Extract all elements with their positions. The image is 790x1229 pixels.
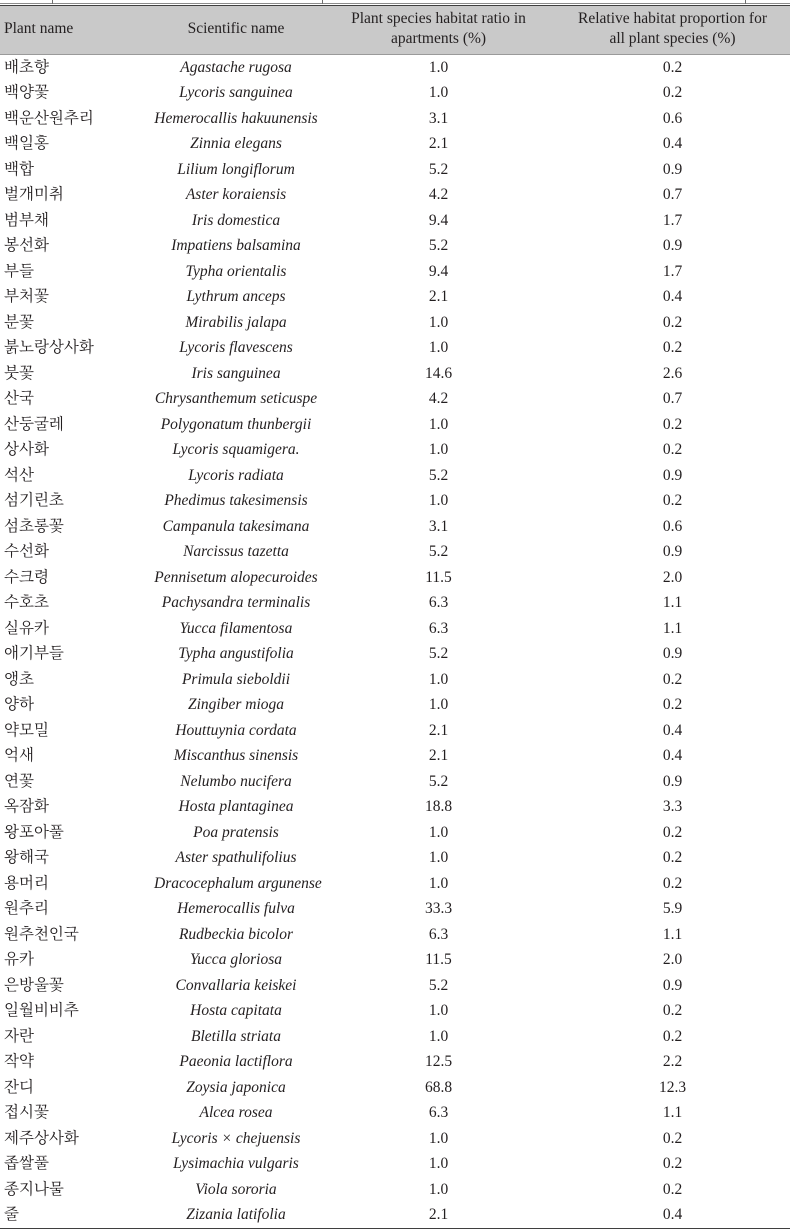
habitat-ratio-cell: 9.4 <box>428 262 449 280</box>
table-row <box>0 80 790 106</box>
table-row <box>0 565 790 591</box>
relative-proportion-cell: 0.2 <box>662 696 683 714</box>
relative-proportion-cell: 0.2 <box>662 313 683 331</box>
table-row <box>0 514 790 540</box>
scientific-name-cell: Hosta plantaginea <box>178 798 294 816</box>
relative-proportion-cell: 0.2 <box>662 1155 683 1173</box>
scientific-name-cell: Zizania latifolia <box>150 1202 322 1228</box>
habitat-ratio-cell: 1.0 <box>428 339 449 357</box>
column-header-scientific-name <box>150 6 322 55</box>
relative-proportion-cell: 0.4 <box>662 135 683 153</box>
relative-proportion-cell: 0.6 <box>662 109 683 127</box>
relative-proportion-cell: 2.6 <box>662 364 683 382</box>
relative-proportion-cell: 0.9 <box>662 543 683 561</box>
plant-name-cell: 접시꽃 <box>4 1104 49 1122</box>
table-row <box>0 1075 790 1101</box>
plant-name-cell: 산국 <box>4 390 34 408</box>
table-row <box>0 947 790 973</box>
plant-name-cell: 백양꽃 <box>4 84 49 102</box>
plant-name-cell: 왕해국 <box>4 849 49 867</box>
plant-name-cell: 섬초롱꽃 <box>4 517 64 535</box>
relative-proportion-cell: 12.3 <box>658 1078 687 1096</box>
habitat-ratio-cell: 1.0 <box>428 1002 449 1020</box>
habitat-ratio-cell: 4.2 <box>428 186 449 204</box>
table-row <box>0 1024 790 1050</box>
habitat-ratio-cell: 6.3 <box>428 925 449 943</box>
plant-name-cell: 백일홍 <box>4 135 49 153</box>
table-row <box>0 182 790 208</box>
table-row <box>0 667 790 693</box>
relative-proportion-cell: 1.1 <box>662 925 683 943</box>
relative-proportion-cell: 3.3 <box>662 798 683 816</box>
relative-proportion-cell: 0.2 <box>662 1129 683 1147</box>
scientific-name-cell: Lycoris squamigera. <box>172 441 300 459</box>
plant-name-cell: 백운산원추리 <box>4 109 94 127</box>
relative-proportion-cell: 1.1 <box>662 619 683 637</box>
scientific-name-cell: Nelumbo nucifera <box>180 772 292 790</box>
relative-proportion-cell: 0.2 <box>662 492 683 510</box>
plant-name-cell: 벌개미취 <box>4 186 64 204</box>
habitat-ratio-cell: 5.2 <box>428 160 449 178</box>
relative-proportion-cell: 0.4 <box>555 1202 790 1228</box>
habitat-ratio-cell: 5.2 <box>428 237 449 255</box>
table-row <box>0 973 790 999</box>
table-row <box>0 233 790 259</box>
scientific-name-cell: Zingiber mioga <box>187 696 285 714</box>
scientific-name-cell: Iris sanguinea <box>191 364 281 382</box>
table-row <box>0 335 790 361</box>
plant-name-cell: 작약 <box>4 1053 34 1071</box>
table-row <box>0 1126 790 1152</box>
plant-name-cell: 은방울꽃 <box>4 976 64 994</box>
scientific-name-cell: Miscanthus sinensis <box>173 747 299 765</box>
scientific-name-cell: Hemerocallis fulva <box>177 900 295 918</box>
plant-name-cell: 수호초 <box>4 594 49 612</box>
habitat-ratio-cell: 2.1 <box>428 135 449 153</box>
table-row <box>0 488 790 514</box>
relative-proportion-cell: 0.4 <box>662 288 683 306</box>
relative-proportion-cell: 0.9 <box>662 160 683 178</box>
scientific-name-cell: Phedimus takesimensis <box>164 492 308 510</box>
plant-name-cell: 앵초 <box>4 670 34 688</box>
scientific-name-cell: Rudbeckia bicolor <box>178 925 294 943</box>
habitat-ratio-cell: 1.0 <box>428 84 449 102</box>
plant-name-cell: 약모밀 <box>4 721 49 739</box>
table-row <box>0 1202 790 1228</box>
habitat-ratio-cell: 68.8 <box>424 1078 453 1096</box>
scientific-name-cell: Bletilla striata <box>191 1027 281 1045</box>
plant-name-cell: 원추천인국 <box>4 925 79 943</box>
relative-proportion-cell: 0.6 <box>662 517 683 535</box>
table-row <box>0 463 790 489</box>
table-row <box>0 539 790 565</box>
habitat-ratio-cell: 1.0 <box>428 670 449 688</box>
plant-name-cell: 유카 <box>4 951 34 969</box>
habitat-ratio-cell: 1.0 <box>428 313 449 331</box>
plant-name-cell: 억새 <box>4 747 34 765</box>
header-row <box>0 6 790 55</box>
relative-proportion-cell: 0.2 <box>662 441 683 459</box>
relative-proportion-cell: 0.9 <box>662 772 683 790</box>
plant-name-cell: 부처꽃 <box>4 288 49 306</box>
habitat-ratio-cell: 6.3 <box>428 594 449 612</box>
table-row <box>0 284 790 310</box>
table-row <box>0 820 790 846</box>
table-row <box>0 157 790 183</box>
habitat-ratio-cell: 1.0 <box>428 492 449 510</box>
table-row <box>0 845 790 871</box>
relative-proportion-cell: 0.2 <box>662 84 683 102</box>
plant-name-cell: 분꽃 <box>4 313 34 331</box>
relative-proportion-cell: 0.2 <box>662 415 683 433</box>
scientific-name-cell: Lycoris × chejuensis <box>171 1129 301 1147</box>
plant-name-cell: 봉선화 <box>4 237 49 255</box>
plant-name-cell: 원추리 <box>4 900 49 918</box>
plant-name-cell: 섬기린초 <box>4 492 64 510</box>
plant-name-cell: 애기부들 <box>4 645 64 663</box>
relative-proportion-cell: 5.9 <box>662 900 683 918</box>
scientific-name-cell: Zinnia elegans <box>190 135 282 153</box>
habitat-ratio-cell: 5.2 <box>428 772 449 790</box>
relative-proportion-cell: 2.0 <box>662 568 683 586</box>
relative-proportion-cell: 1.7 <box>662 262 683 280</box>
scientific-name-cell: Polygonatum thunbergii <box>160 415 312 433</box>
relative-proportion-cell: 2.2 <box>662 1053 683 1071</box>
relative-proportion-cell: 2.0 <box>662 951 683 969</box>
plant-name-cell: 백합 <box>4 160 34 178</box>
scientific-name-cell: Convallaria keiskei <box>175 976 297 994</box>
habitat-ratio-cell: 2.1 <box>428 288 449 306</box>
habitat-ratio-cell: 4.2 <box>428 390 449 408</box>
plant-name-cell: 일월비비추 <box>4 1002 79 1020</box>
relative-proportion-cell: 0.9 <box>662 645 683 663</box>
scientific-name-cell: Poa pratensis <box>193 823 279 841</box>
habitat-ratio-cell: 5.2 <box>428 976 449 994</box>
column-header-relative-proportion-line2: all plant species (%) <box>609 29 736 47</box>
relative-proportion-cell: 0.2 <box>662 58 683 76</box>
relative-proportion-cell: 0.7 <box>662 186 683 204</box>
scientific-name-cell: Pennisetum alopecuroides <box>154 568 318 586</box>
plant-name-cell: 배초향 <box>4 58 49 76</box>
relative-proportion-cell: 0.9 <box>662 976 683 994</box>
relative-proportion-cell: 0.9 <box>662 466 683 484</box>
relative-proportion-cell: 0.2 <box>662 670 683 688</box>
top-tick <box>745 0 746 4</box>
table-row <box>0 1100 790 1126</box>
scientific-name-cell: Alcea rosea <box>199 1104 273 1122</box>
plant-name-cell: 산둥굴레 <box>4 415 64 433</box>
plant-name-cell: 줄 <box>0 1202 150 1228</box>
table-row <box>0 1151 790 1177</box>
column-header-plant-name <box>0 6 150 55</box>
scientific-name-cell: Mirabilis jalapa <box>185 313 287 331</box>
scientific-name-cell: Aster spathulifolius <box>175 849 297 867</box>
habitat-ratio-cell: 14.6 <box>424 364 453 382</box>
habitat-ratio-cell: 2.1 <box>428 721 449 739</box>
table-row <box>0 718 790 744</box>
habitat-ratio-cell: 5.2 <box>428 543 449 561</box>
plant-name-cell: 수선화 <box>4 543 49 561</box>
scientific-name-cell: Primula sieboldii <box>181 670 291 688</box>
table-row <box>0 794 790 820</box>
habitat-ratio-cell: 33.3 <box>424 900 453 918</box>
habitat-ratio-cell: 2.1 <box>322 1202 555 1228</box>
scientific-name-cell: Yucca gloriosa <box>189 951 282 969</box>
table-row <box>0 106 790 132</box>
plant-name-cell: 수크령 <box>4 568 49 586</box>
scientific-name-cell: Agastache rugosa <box>180 58 292 76</box>
habitat-ratio-cell: 3.1 <box>428 109 449 127</box>
plant-name-cell: 용머리 <box>4 874 49 892</box>
scientific-name-cell: Aster koraiensis <box>185 186 287 204</box>
table-row <box>0 616 790 642</box>
plant-name-cell: 종지나물 <box>4 1180 64 1198</box>
column-header-plant-name-label: Plant name <box>4 19 74 37</box>
plant-name-cell: 제주상사화 <box>4 1129 79 1147</box>
scientific-name-cell: Hosta capitata <box>190 1002 282 1020</box>
column-header-relative-proportion <box>555 6 790 55</box>
scientific-name-cell: Typha angustifolia <box>178 645 294 663</box>
habitat-ratio-cell: 5.2 <box>428 645 449 663</box>
scientific-name-cell: Pachysandra terminalis <box>161 594 311 612</box>
habitat-ratio-cell: 2.1 <box>428 747 449 765</box>
relative-proportion-cell: 1.7 <box>662 211 683 229</box>
scientific-name-cell: Chrysanthemum seticuspe <box>154 390 318 408</box>
scientific-name-cell: Lythrum anceps <box>186 288 286 306</box>
table-row <box>0 131 790 157</box>
plant-name-cell: 부들 <box>4 262 34 280</box>
table-row <box>0 871 790 897</box>
table-row <box>0 386 790 412</box>
plant-name-cell: 잔디 <box>4 1078 34 1096</box>
table-body <box>0 54 790 1228</box>
relative-proportion-cell: 0.2 <box>662 849 683 867</box>
table-row <box>0 437 790 463</box>
table-row <box>0 54 790 80</box>
habitat-ratio-cell: 6.3 <box>428 1104 449 1122</box>
habitat-ratio-cell: 1.0 <box>428 849 449 867</box>
table-row <box>0 743 790 769</box>
habitat-ratio-cell: 11.5 <box>425 568 452 586</box>
plant-name-cell: 붉노랑상사화 <box>4 339 94 357</box>
scientific-name-cell: Narcissus tazetta <box>183 543 289 561</box>
scientific-name-cell: Lycoris radiata <box>188 466 284 484</box>
scientific-name-cell: Lysimachia vulgaris <box>173 1155 299 1173</box>
table-row <box>0 769 790 795</box>
relative-proportion-cell: 0.2 <box>662 1180 683 1198</box>
scientific-name-cell: Zoysia japonica <box>186 1078 286 1096</box>
relative-proportion-cell: 0.4 <box>662 747 683 765</box>
table-row <box>0 692 790 718</box>
table-row <box>0 259 790 285</box>
relative-proportion-cell: 0.2 <box>662 1027 683 1045</box>
relative-proportion-cell: 0.2 <box>662 1002 683 1020</box>
plant-name-cell: 좁쌀풀 <box>4 1155 49 1173</box>
plant-name-cell: 실유카 <box>4 619 49 637</box>
scientific-name-cell: Campanula takesimana <box>162 517 310 535</box>
scientific-name-cell: Dracocephalum argunense <box>154 874 322 892</box>
plant-name-cell: 상사화 <box>4 441 49 459</box>
habitat-ratio-cell: 3.1 <box>428 517 449 535</box>
habitat-ratio-cell: 1.0 <box>428 415 449 433</box>
plant-habitat-table <box>0 5 790 1229</box>
habitat-ratio-cell: 1.0 <box>428 441 449 459</box>
column-header-habitat-ratio-line1: Plant species habitat ratio in <box>351 10 526 27</box>
scientific-name-cell: Lycoris sanguinea <box>179 84 293 102</box>
column-header-habitat-ratio <box>322 6 555 55</box>
habitat-ratio-cell: 1.0 <box>428 696 449 714</box>
table-row <box>0 641 790 667</box>
scientific-name-cell: Yucca filamentosa <box>179 619 293 637</box>
relative-proportion-cell: 1.1 <box>662 594 683 612</box>
column-header-habitat-ratio-line2: apartments (%) <box>390 29 487 47</box>
scientific-name-cell: Hemerocallis hakuunensis <box>154 109 318 127</box>
relative-proportion-cell: 0.7 <box>662 390 683 408</box>
table-row <box>0 590 790 616</box>
plant-name-cell: 왕포아풀 <box>4 823 64 841</box>
scientific-name-cell: Houttuynia cordata <box>175 721 297 739</box>
scientific-name-cell: Paeonia lactiflora <box>179 1053 293 1071</box>
relative-proportion-cell: 0.2 <box>662 874 683 892</box>
habitat-ratio-cell: 1.0 <box>428 1155 449 1173</box>
table-row <box>0 998 790 1024</box>
habitat-ratio-cell: 1.0 <box>428 823 449 841</box>
plant-name-cell: 양하 <box>4 696 34 714</box>
habitat-ratio-cell: 5.2 <box>428 466 449 484</box>
plant-name-cell: 석산 <box>4 466 34 484</box>
relative-proportion-cell: 0.4 <box>662 721 683 739</box>
plant-name-cell: 연꽃 <box>4 772 34 790</box>
scientific-name-cell: Viola sororia <box>195 1180 277 1198</box>
top-rule <box>0 3 790 4</box>
scientific-name-cell: Typha orientalis <box>185 262 287 280</box>
table-row <box>0 412 790 438</box>
habitat-ratio-cell: 1.0 <box>428 874 449 892</box>
plant-name-cell: 붓꽃 <box>4 364 34 382</box>
relative-proportion-cell: 0.9 <box>662 237 683 255</box>
table-row <box>0 922 790 948</box>
table-row <box>0 1177 790 1203</box>
habitat-ratio-cell: 1.0 <box>428 1129 449 1147</box>
table-row <box>0 208 790 234</box>
table-row <box>0 1049 790 1075</box>
plant-name-cell: 자란 <box>4 1027 34 1045</box>
habitat-ratio-cell: 1.0 <box>428 58 449 76</box>
relative-proportion-cell: 1.1 <box>662 1104 683 1122</box>
habitat-ratio-cell: 1.0 <box>428 1180 449 1198</box>
habitat-ratio-cell: 6.3 <box>428 619 449 637</box>
habitat-ratio-cell: 9.4 <box>428 211 449 229</box>
plant-name-cell: 범부채 <box>4 211 49 229</box>
scientific-name-cell: Impatiens balsamina <box>171 237 301 255</box>
habitat-ratio-cell: 18.8 <box>424 798 453 816</box>
scientific-name-cell: Iris domestica <box>191 211 281 229</box>
relative-proportion-cell: 0.2 <box>662 823 683 841</box>
scientific-name-cell: Lilium longiflorum <box>177 160 295 178</box>
table-header <box>0 6 790 55</box>
top-tick <box>52 0 53 4</box>
column-header-scientific-name-label: Scientific name <box>187 19 285 37</box>
table-row <box>0 896 790 922</box>
scientific-name-cell: Lycoris flavescens <box>179 339 293 357</box>
column-header-relative-proportion-line1: Relative habitat proportion for <box>578 10 767 27</box>
top-tick <box>322 0 323 4</box>
table-row <box>0 361 790 387</box>
plant-name-cell: 옥잠화 <box>4 798 49 816</box>
habitat-ratio-cell: 1.0 <box>428 1027 449 1045</box>
habitat-ratio-cell: 11.5 <box>425 951 452 969</box>
table-row <box>0 310 790 336</box>
habitat-ratio-cell: 12.5 <box>424 1053 453 1071</box>
relative-proportion-cell: 0.2 <box>662 339 683 357</box>
